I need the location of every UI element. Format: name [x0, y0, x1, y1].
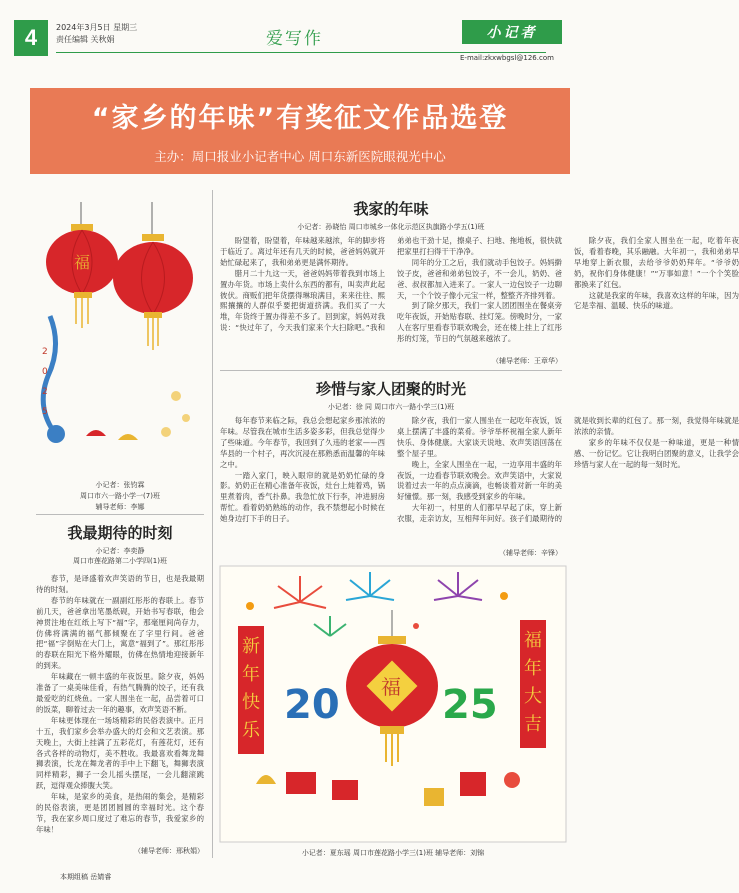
couplet-char: 年	[524, 658, 542, 679]
paragraph: 每年春节来临之际，我总会想起家乡那浓浓的年味。尽管我在城市生活多姿多彩，但我总觉得少了些味道。今年春节，我回到了久违的老家——西华县的一个村子，再次沉浸在那熟悉而温馨的年味之中。	[220, 416, 385, 469]
article-top-teacher: （辅导老师：王章华）	[492, 357, 562, 365]
svg-text:5: 5	[42, 407, 48, 417]
couplet-char: 年	[242, 664, 260, 685]
article-mid-body	[220, 416, 739, 546]
ingot-icon	[86, 430, 106, 436]
paragraph: 春节，是译盛着欢声笑语的节日，也是我最期待的时刻。	[36, 574, 204, 594]
divider	[36, 514, 204, 515]
article-top-body	[220, 236, 739, 354]
paragraph: 盼望着，盼望着，年味越来越浓，年的脚步将于临近了。离过年还有几天的时候，爸爸妈妈就开始忙碌起来了，我和弟弟更是满怀期待。	[220, 236, 385, 267]
svg-text:2: 2	[42, 387, 48, 397]
header-rule	[56, 52, 546, 53]
lantern-right	[113, 242, 193, 314]
drawing-left-caption	[40, 480, 200, 513]
article-mid-author: 小记者：徐 同 周口市六一路小学三(1)班	[327, 403, 455, 411]
page-number: 4	[14, 20, 48, 56]
couplet-char: 快	[242, 692, 260, 713]
paragraph: 腊月二十九这一天，爸爸妈妈带着我到市场上置办年货。市场上卖什么东西的都有，叫卖声此起彼伏。商贩们把年货摆得琳琅满目，来来往往、熙熙攘攘的人群似乎要把街道挤满。我们买了一大堆，年货终于置办得差不多了。回到家，妈妈对我说：“快过年了，今天我们家来个大扫除吧。”我和弟弟也干劲十足，擦桌子、扫地、拖地板，很快就把家里打扫得干干净净。	[220, 236, 562, 333]
paragraph: 除夕夜，我们全家人围坐在一起，吃着年夜饭，看着春晚，其乐融融。大年初一，我和弟弟早早地穿上新衣服，去给爷爷奶奶拜年。“爷爷奶奶，祝你们身体健康！”“万事如意！”一个个笑脸都换来了红包。	[574, 236, 739, 289]
footer-editor: 本期组稿 岳婧睿	[60, 873, 112, 881]
paragraph: 这就是我家的年味，我喜欢这样的年味，因为它是幸福、温暖、快乐的味道。	[574, 290, 739, 311]
article-top-title: 我家的年味	[353, 200, 429, 218]
couplet-char: 福	[524, 630, 542, 651]
lantern-drawing	[36, 196, 202, 476]
section-title: 爱写作	[266, 29, 323, 49]
divider	[220, 370, 562, 371]
paragraph: 一踏入家门，映入眼帘的就是奶奶忙碌的身影。奶奶正在精心准备年夜饭，灶台上炖着鸡，锅里煮着肉，香气扑鼻。我急忙放下行李，冲进厨房帮忙。看着奶奶熟练的动作，我不禁想起小时候在她身边打下手的日子。	[220, 470, 385, 524]
date-line: 2024年3月5日 星期三	[56, 23, 138, 32]
article-top-author: 小记者：孙晓怡 周口市城乡一体化示范区执旗路小学五(1)班	[297, 223, 485, 231]
new-year-drawing	[220, 566, 566, 842]
paragraph: 年味藏在一顿丰盛的年夜饭里。除夕夜，妈妈准备了一桌美味佳肴，有热气腾腾的饺子，还有我最爱吃的红烧鱼。一家人围坐在一起，品尝着可口的饭菜，聊着过去一年的趣事，欢声笑语不断。	[36, 672, 204, 714]
year-right: 25	[442, 682, 498, 728]
paragraph: 同年的分工之后，我们就动手包饺子。妈妈擀饺子皮，爸爸和弟弟包饺子，不一会儿，奶奶、爸爸、叔叔都加入进来了。一家人一边包饺子一边聊天，一个个饺子像小元宝一样，整整齐齐排列着。	[397, 257, 562, 300]
column-divider	[212, 190, 213, 858]
drawing-bottom-caption: 小记者：夏东瑶 周口市莲花路小学三(1)班 辅导老师：刘锦	[301, 849, 485, 857]
gift-box	[460, 772, 486, 796]
editor-line: 责任编辑 关秋娟	[56, 35, 115, 44]
lantern-left-fu: 福	[74, 253, 91, 272]
red-envelope	[286, 772, 316, 794]
paragraph: 大年初一，村里的人们都早早起了床，穿上新衣服，走亲访友，互相拜年问好。孩子们最期待的就是收到长辈的红包了。那一刻，我觉得年味就是浓浓的亲情。	[397, 416, 739, 524]
couplet-char: 吉	[524, 714, 542, 735]
banner-subtitle: 主办：周口报业小记者中心 周口东新医院眼视光中心	[154, 149, 446, 164]
couplet-char: 大	[524, 686, 542, 707]
couplet-char: 新	[242, 636, 260, 657]
contact-email: E-mail:zkxwbgsl@126.com	[460, 54, 554, 62]
paragraph: 春节的年味就在一副副红彤彤的春联上。春节前几天，爸爸拿出笔墨纸砚，开始书写春联，他会神贯注地在红纸上写下“福”字，那毫厘间尚存力，仿佛将满满的福气都倾聚在了字里行间。爸爸把“福”字倒贴在大门上，寓意“福到了”。那红彤彤的春联在阳光下格外耀眼，仿佛在热情地迎接新年的到来。	[36, 595, 204, 671]
svg-text:0: 0	[42, 367, 48, 377]
article-mid-teacher: （辅导老师：辛锋）	[499, 549, 562, 557]
fu-char: 福	[381, 675, 401, 699]
paragraph: 晚上，全家人围坐在一起，一边享用丰盛的年夜饭，一边看春节联欢晚会。欢声笑语中，大家说说着过去一年的点点滴滴，也畅谈着对新一年的美好憧憬。那一刻，我感受到家乡的年味。	[397, 459, 562, 502]
paragraph: 除夕夜，我们一家人围坐在一起吃年夜饭，饭桌上摆满了丰盛的菜肴。爷爷举杯祝福全家人新年快乐、身体健康。大家谈天说地、欢声笑语回荡在整个屋子里。	[397, 416, 562, 458]
lantern-left-cap	[71, 224, 93, 231]
drawing-left-school: 周口市六一路小学一(7)班	[80, 492, 160, 500]
article-left-title: 我最期待的时刻	[67, 524, 173, 542]
lantern-right-cap	[142, 234, 164, 241]
snake-head	[47, 425, 65, 443]
red-envelope	[332, 780, 358, 800]
paragraph: 年味更体现在一场场精彩的民俗表演中。正月十五，我们家乡会举办盛大的灯会和文艺表演。那天晚上，大街上挂满了五彩花灯，有莲花灯，还有各式各样的动物灯，美不胜收。我最喜欢看舞龙舞狮表演，长龙在舞龙者的手中上下翻飞，舞狮表演同样精彩，狮子一会儿摇头摆尾，一会儿翻滚跳跃，逗得观众捧腹大笑。	[36, 715, 204, 791]
article-left-teacher: （辅导老师：邢秋娟）	[134, 847, 204, 855]
drawing-left-teacher: 辅导老师：李娜	[95, 503, 145, 511]
couplet-char: 乐	[242, 720, 260, 741]
drawing-left-author: 小记者：张钧霖	[95, 481, 145, 489]
year-left: 20	[284, 682, 340, 728]
article-mid-title: 珍惜与家人团聚的时光	[315, 380, 466, 398]
banner-title: “家乡的年味”有奖征文作品选登	[91, 103, 509, 134]
header-meta	[56, 22, 137, 46]
paragraph: 年味，是家乡的美食，是热闹的集会，是精彩的民俗表演，更是团团圆圆的幸福时光。这个春节，我在家乡周口度过了难忘的春节，我爱家乡的年味！	[36, 792, 204, 834]
article-left-author: 小记者：李奕静	[95, 547, 145, 555]
paragraph: 到了除夕那天，我们一家人团团围坐在餐桌旁吃年夜饭，开始贴春联、挂灯笼。傍晚时分，一家人在客厅里看春节联欢晚会，还在楼上挂上了红彤彤的灯笼，节日的气氛越来越浓了。	[397, 301, 562, 344]
article-left-school: 周口市莲花路第二小学四(1)班	[73, 557, 167, 565]
paragraph: 家乡的年味不仅仅是一种味道，更是一种情感、一份记忆。它让我明白团聚的意义，让我学会珍惜与家人在一起的每一刻时光。	[574, 437, 739, 469]
article-left-body	[36, 574, 204, 844]
svg-text:2: 2	[42, 347, 48, 357]
brand-logo: 小记者	[462, 20, 562, 44]
